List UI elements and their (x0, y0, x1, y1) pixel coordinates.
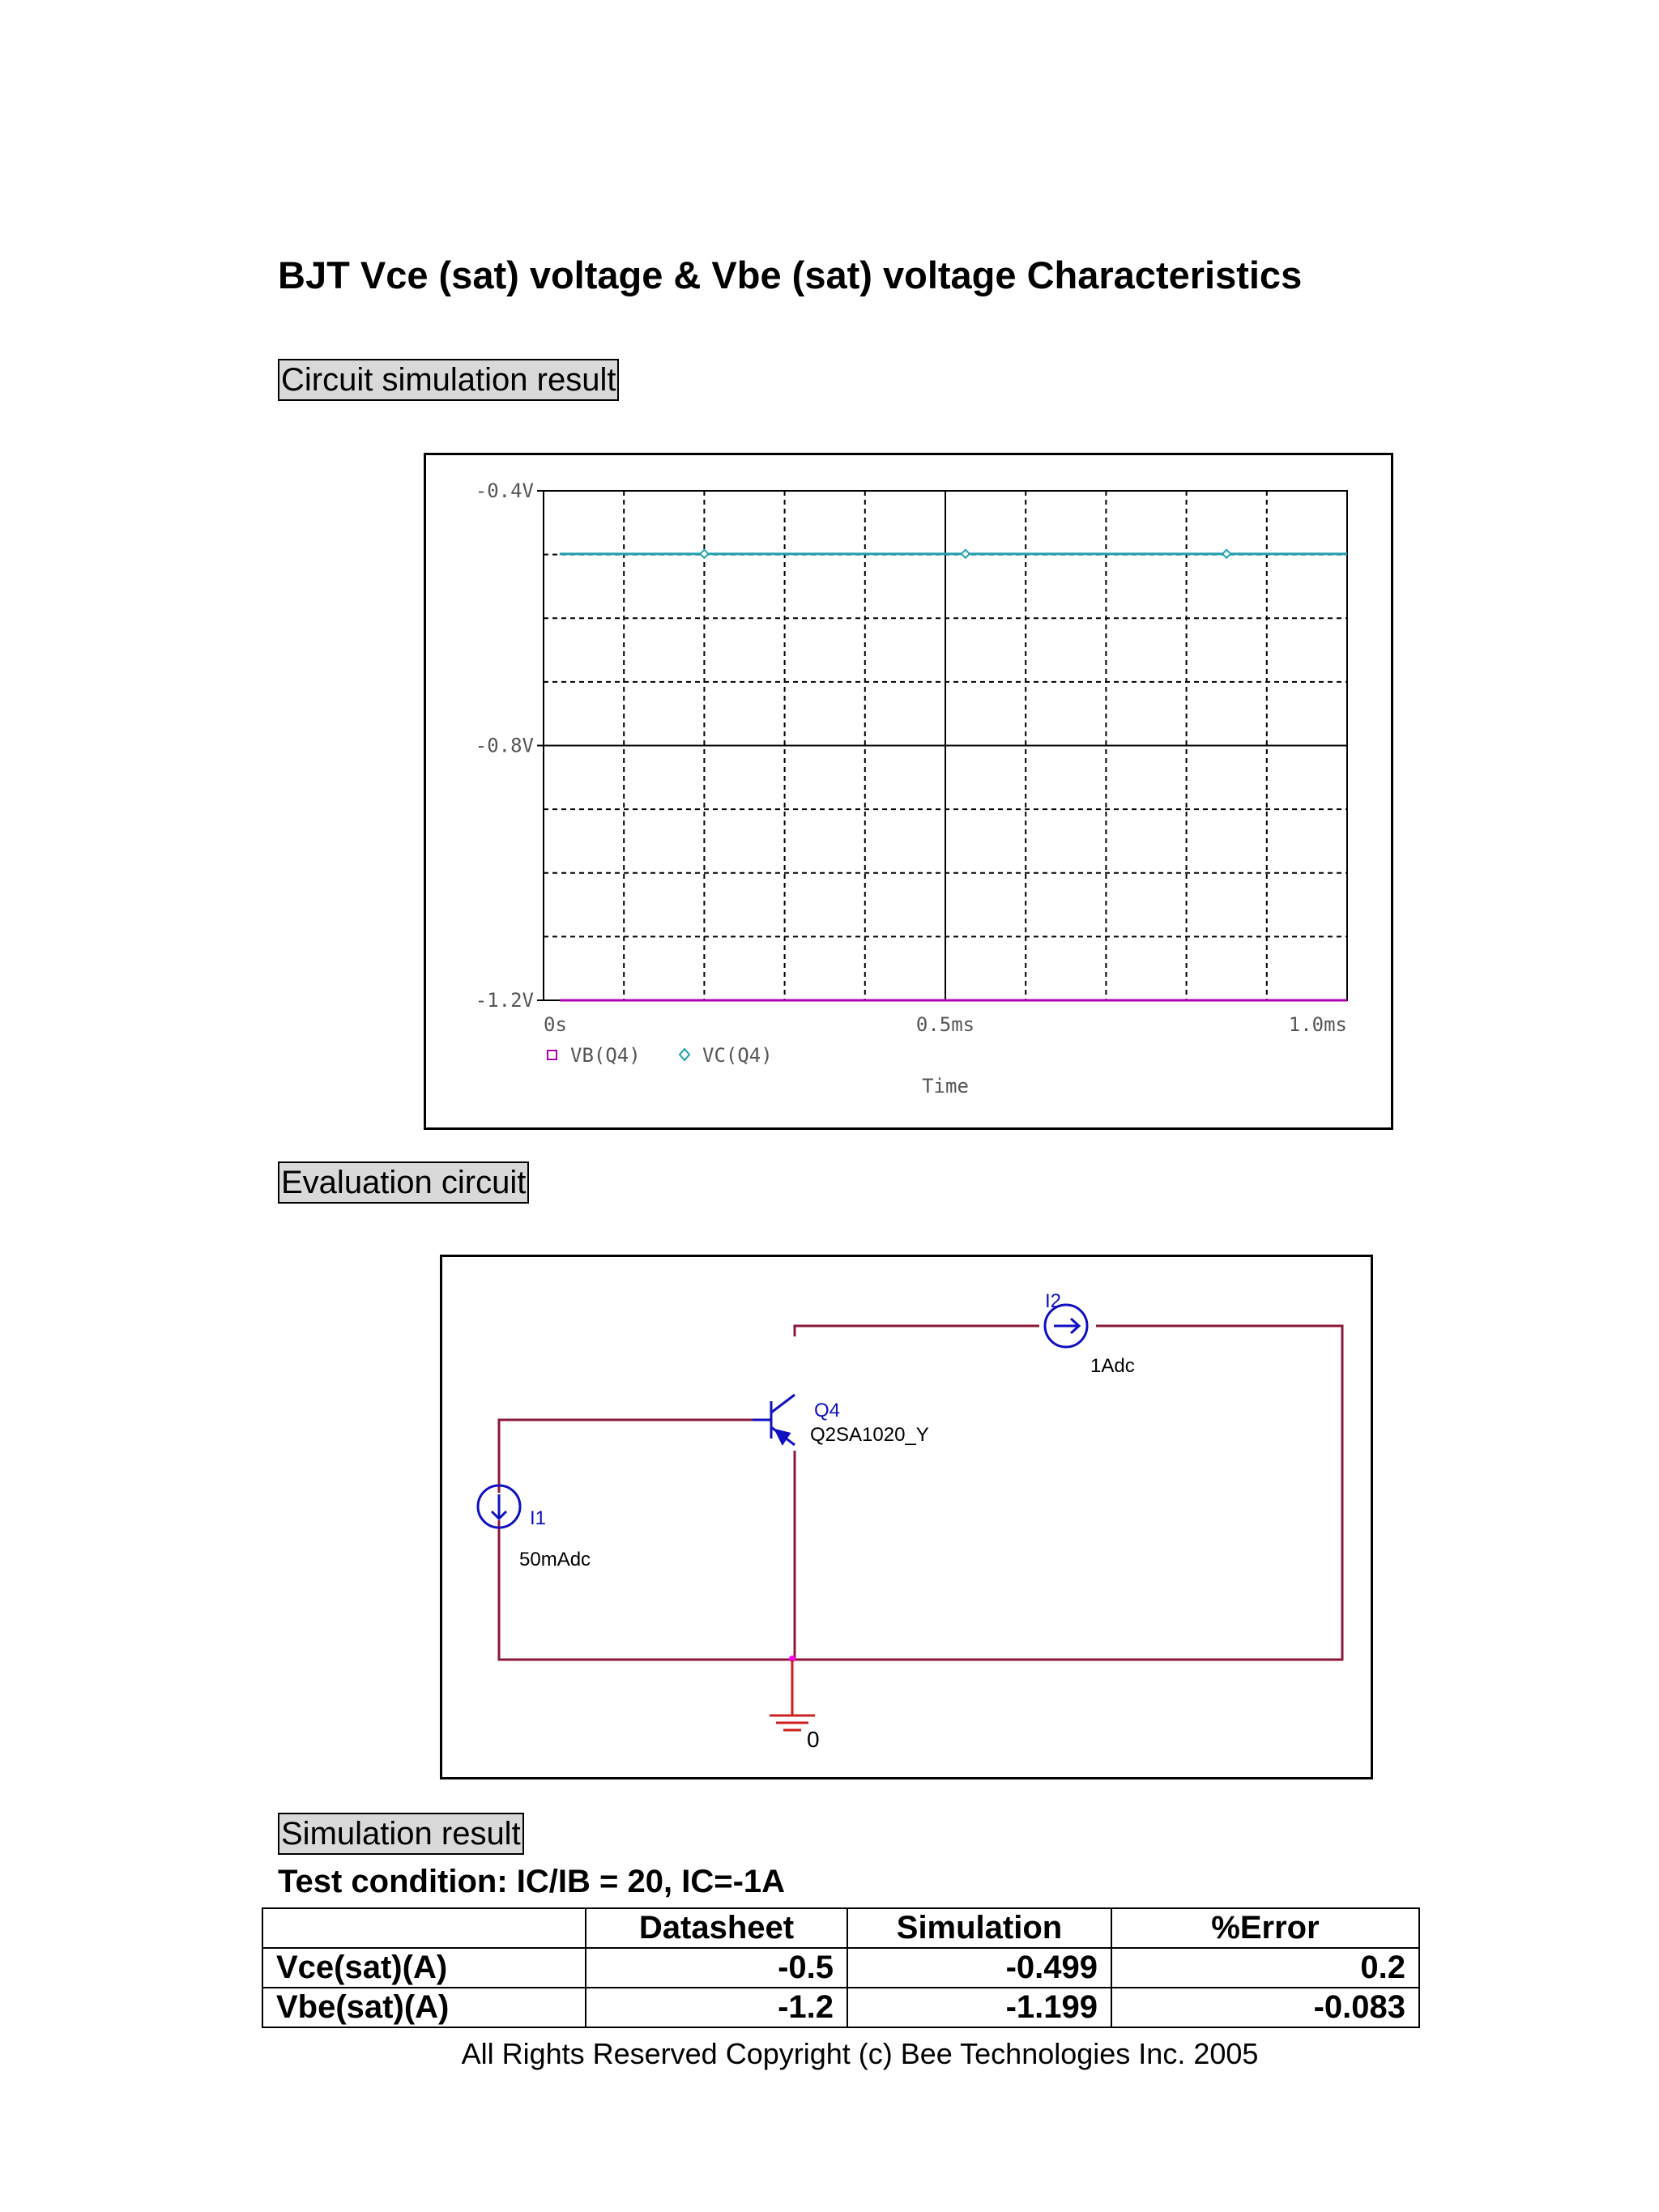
series-marker (700, 550, 708, 558)
x-tick-label: 1.0ms (1288, 1013, 1347, 1036)
table-cell: -1.2 (586, 1988, 847, 2027)
section-label-result: Simulation result (278, 1813, 524, 1855)
table-cell: -0.499 (847, 1948, 1111, 1988)
table-cell: -0.5 (586, 1948, 847, 1988)
result-table (262, 1907, 1420, 2028)
page-title: BJT Vce (sat) voltage & Vbe (sat) voltage Characteristics (278, 254, 1303, 296)
table-header-row (262, 1908, 1419, 1948)
table-row (262, 1948, 1419, 1988)
ground-icon (770, 1660, 815, 1730)
table-header-cell: %Error (1111, 1908, 1419, 1948)
circuit-frame (440, 1255, 1373, 1779)
table-header-cell: Datasheet (586, 1908, 847, 1948)
circuit-diagram (442, 1257, 1371, 1777)
circuit-wires (499, 1326, 1342, 1660)
x-axis-label: Time (922, 1075, 969, 1097)
table-header-cell: Simulation (847, 1908, 1111, 1948)
transistor-q4-symbol (753, 1395, 795, 1445)
legend-marker (680, 1049, 689, 1060)
table-cell: Vbe(sat)(A) (262, 1988, 586, 2027)
section-label-evaluation: Evaluation circuit (278, 1161, 529, 1204)
chart (426, 455, 1391, 1127)
copyright-footer: All Rights Reserved Copyright (c) Bee Technologies Inc. 2005 (461, 2037, 1259, 2070)
legend-marker (548, 1051, 557, 1059)
legend-label: VC(Q4) (702, 1044, 773, 1067)
q4-name: Q4 (814, 1400, 841, 1421)
test-condition: Test condition: IC/IB = 20, IC=-1A (278, 1864, 786, 1899)
series-marker (1222, 550, 1230, 558)
x-tick-label: 0s (544, 1013, 567, 1036)
i1-value: 50mAdc (519, 1549, 591, 1571)
y-tick-label: -0.4V (475, 479, 534, 502)
chart-frame (424, 453, 1393, 1130)
legend-label: VB(Q4) (570, 1044, 641, 1067)
ground-label: 0 (807, 1727, 820, 1752)
table-cell: 0.2 (1111, 1948, 1419, 1988)
y-tick-label: -1.2V (475, 989, 534, 1012)
table-cell: Vce(sat)(A) (262, 1948, 586, 1988)
table-row (262, 1988, 1419, 2027)
y-tick-label: -0.8V (475, 734, 534, 757)
table-cell: -1.199 (847, 1988, 1111, 2027)
i2-value: 1Adc (1090, 1355, 1135, 1377)
section-label-simulation: Circuit simulation result (278, 359, 619, 401)
x-tick-label: 0.5ms (915, 1013, 975, 1036)
i1-name: I1 (530, 1507, 547, 1529)
i2-name: I2 (1045, 1290, 1062, 1312)
q4-model: Q2SA1020_Y (810, 1424, 929, 1446)
series-marker (962, 550, 970, 558)
table-header-cell (262, 1908, 586, 1948)
table-cell: -0.083 (1111, 1988, 1419, 2027)
